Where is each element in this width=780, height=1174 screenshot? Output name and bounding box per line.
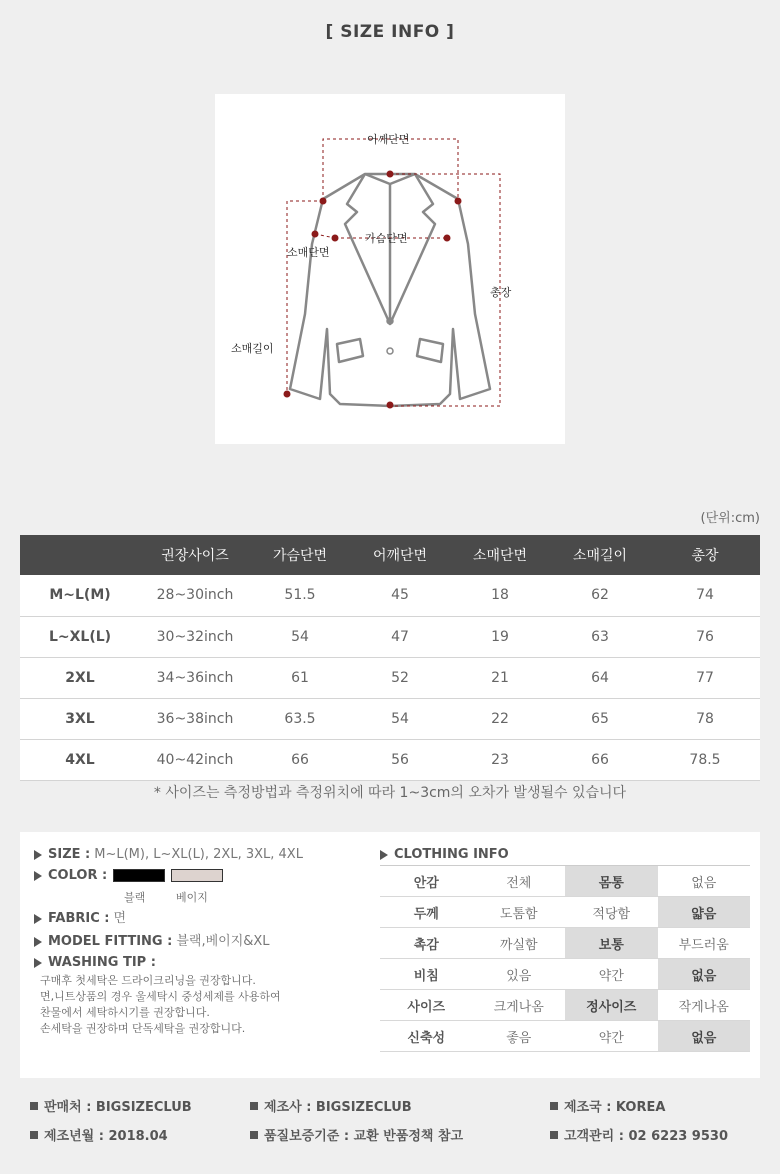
table-cell: 21 [450, 657, 550, 698]
length-label: 총장 [490, 286, 512, 299]
jacket-measurement-svg [215, 94, 565, 444]
jacket-right-pocket [417, 339, 443, 362]
footer-date: 제조년월 : 2018.04 [30, 1125, 168, 1144]
footer-seller: 판매처 : BIGSIZECLUB [30, 1096, 192, 1115]
clothing-info-option-selected: 보통 [565, 928, 658, 959]
fabric-key: FABRIC : [48, 911, 110, 926]
jacket-left-lapel [345, 174, 390, 324]
clothing-info-key: 비침 [380, 959, 473, 990]
table-cell: 4XL [20, 739, 140, 780]
table-row [20, 698, 760, 739]
clothing-info-row [380, 928, 750, 959]
triangle-bullet-icon [34, 914, 42, 924]
table-cell: 61 [250, 657, 350, 698]
clothing-info-row [380, 990, 750, 1021]
table-row [20, 739, 760, 780]
unit-label: (단위:cm) [700, 511, 760, 526]
chest-label: 가슴단면 [365, 232, 408, 245]
clothing-info-key: 신축성 [380, 1021, 473, 1052]
color-names [34, 886, 374, 906]
clothing-info-option: 적당함 [565, 897, 658, 928]
clothing-info-row [380, 959, 750, 990]
header-cell: 소매길이 [572, 548, 628, 564]
product-info-panel [20, 832, 760, 1078]
size-table [20, 535, 760, 781]
size-line [34, 844, 374, 865]
table-cell: 47 [350, 616, 450, 657]
model-key: MODEL FITTING : [48, 934, 173, 949]
clothing-info-option: 작게나옴 [658, 990, 751, 1021]
table-cell: 77 [650, 657, 760, 698]
size-key: SIZE : [48, 847, 91, 862]
color-swatch-beige [171, 869, 223, 882]
header-cell [20, 535, 140, 575]
clothing-info-option: 까실함 [473, 928, 566, 959]
clothing-info-key: 사이즈 [380, 990, 473, 1021]
table-cell: 18 [450, 575, 550, 616]
table-cell: 51.5 [250, 575, 350, 616]
color-swatch-black [113, 869, 165, 882]
table-row [20, 575, 760, 616]
color-name: 베이지 [176, 891, 208, 904]
table-cell: 30~32inch [140, 616, 250, 657]
table-cell: 19 [450, 616, 550, 657]
table-cell: 36~38inch [140, 698, 250, 739]
sleeve-length-measure-line [287, 201, 323, 394]
triangle-bullet-icon [34, 958, 42, 968]
table-cell: 23 [450, 739, 550, 780]
square-bullet-icon [250, 1102, 258, 1110]
clothing-info-option: 부드러움 [658, 928, 751, 959]
square-bullet-icon [550, 1102, 558, 1110]
model-value: 블랙,베이지&XL [176, 934, 270, 949]
size-note: * 사이즈는 측정방법과 측정위치에 따라 1~3cm의 오차가 발생될수 있습니다 [153, 785, 627, 801]
washing-tips [34, 973, 374, 1037]
model-line [34, 931, 374, 952]
clothing-info-key: 촉감 [380, 928, 473, 959]
table-cell: 34~36inch [140, 657, 250, 698]
jacket-right-lapel [390, 174, 435, 324]
table-cell: 2XL [20, 657, 140, 698]
washing-line [34, 952, 374, 973]
clothing-info-key: 안감 [380, 866, 473, 897]
product-details [34, 844, 374, 1037]
button-icon [387, 348, 393, 354]
clothing-info-option: 크게나옴 [473, 990, 566, 1021]
clothing-info-option-selected: 얇음 [658, 897, 751, 928]
table-cell: 54 [350, 698, 450, 739]
table-cell: 66 [250, 739, 350, 780]
jacket-diagram [215, 94, 565, 444]
table-cell: 62 [550, 575, 650, 616]
clothing-info-table [380, 865, 750, 1052]
clothing-info [380, 844, 750, 1052]
square-bullet-icon [30, 1102, 38, 1110]
clothing-info-option-selected: 몸통 [565, 866, 658, 897]
size-table-header [20, 535, 760, 575]
clothing-info-option: 도톰함 [473, 897, 566, 928]
header-cell: 가슴단면 [272, 548, 328, 564]
clothing-info-key: 두께 [380, 897, 473, 928]
clothing-info-row [380, 897, 750, 928]
table-cell: M~L(M) [20, 575, 140, 616]
washing-tip-line: 손세탁을 권장하며 단독세탁을 권장합니다. [40, 1022, 246, 1035]
jacket-left-pocket [337, 339, 363, 362]
clothing-info-option: 있음 [473, 959, 566, 990]
size-value: M~L(M), L~XL(L), 2XL, 3XL, 4XL [94, 847, 303, 862]
footer-cs: 고객관리 : 02 6223 9530 [550, 1125, 728, 1144]
header-cell: 소매단면 [472, 548, 528, 564]
fabric-line [34, 908, 374, 929]
table-cell: 40~42inch [140, 739, 250, 780]
table-cell: 78.5 [650, 739, 760, 780]
table-cell: 54 [250, 616, 350, 657]
table-row [20, 657, 760, 698]
sleeve-length-label: 소매길이 [231, 342, 274, 355]
square-bullet-icon [250, 1131, 258, 1139]
clothing-info-row [380, 866, 750, 897]
color-key: COLOR : [48, 868, 108, 883]
square-bullet-icon [30, 1131, 38, 1139]
washing-key: WASHING TIP : [48, 955, 156, 970]
clothing-info-option-selected: 없음 [658, 959, 751, 990]
table-cell: 45 [350, 575, 450, 616]
table-cell: 52 [350, 657, 450, 698]
sleeve-width-label: 소매단면 [287, 246, 330, 259]
color-line [34, 865, 374, 886]
table-cell: 22 [450, 698, 550, 739]
square-bullet-icon [550, 1131, 558, 1139]
table-cell: 76 [650, 616, 760, 657]
header-cell: 총장 [691, 548, 719, 564]
triangle-bullet-icon [34, 937, 42, 947]
washing-tip-line: 찬물에서 세탁하시기를 권장합니다. [40, 1006, 210, 1019]
table-cell: 56 [350, 739, 450, 780]
table-row [20, 616, 760, 657]
triangle-bullet-icon [380, 850, 388, 860]
washing-tip-line: 면,니트상품의 경우 울세탁시 중성세제를 사용하여 [40, 990, 281, 1003]
clothing-info-option: 전체 [473, 866, 566, 897]
table-cell: 65 [550, 698, 650, 739]
fabric-value: 면 [113, 911, 127, 926]
clothing-info-title-text: CLOTHING INFO [394, 847, 509, 862]
triangle-bullet-icon [34, 850, 42, 860]
clothing-info-option-selected: 없음 [658, 1021, 751, 1052]
footer-country: 제조국 : KOREA [550, 1096, 665, 1115]
table-cell: 78 [650, 698, 760, 739]
table-cell: 63.5 [250, 698, 350, 739]
table-cell: L~XL(L) [20, 616, 140, 657]
header-cell: 권장사이즈 [161, 548, 229, 564]
table-cell: 64 [550, 657, 650, 698]
clothing-info-row [380, 1021, 750, 1052]
table-cell: 74 [650, 575, 760, 616]
color-name: 블랙 [124, 891, 146, 904]
shoulder-label: 어깨단면 [367, 133, 410, 146]
clothing-info-title [380, 844, 750, 865]
footer-maker: 제조사 : BIGSIZECLUB [250, 1096, 412, 1115]
triangle-bullet-icon [34, 871, 42, 881]
table-cell: 28~30inch [140, 575, 250, 616]
clothing-info-option: 약간 [565, 1021, 658, 1052]
footer-quality: 품질보증기준 : 교환 반품정책 참고 [250, 1125, 463, 1144]
table-cell: 66 [550, 739, 650, 780]
clothing-info-option: 없음 [658, 866, 751, 897]
clothing-info-option: 좋음 [473, 1021, 566, 1052]
header-cell: 어깨단면 [372, 548, 428, 564]
clothing-info-option-selected: 정사이즈 [565, 990, 658, 1021]
table-cell: 63 [550, 616, 650, 657]
page-title: [ SIZE INFO ] [325, 22, 455, 42]
washing-tip-line: 구매후 첫세탁은 드라이크리닝을 권장합니다. [40, 974, 256, 987]
clothing-info-option: 약간 [565, 959, 658, 990]
table-cell: 3XL [20, 698, 140, 739]
